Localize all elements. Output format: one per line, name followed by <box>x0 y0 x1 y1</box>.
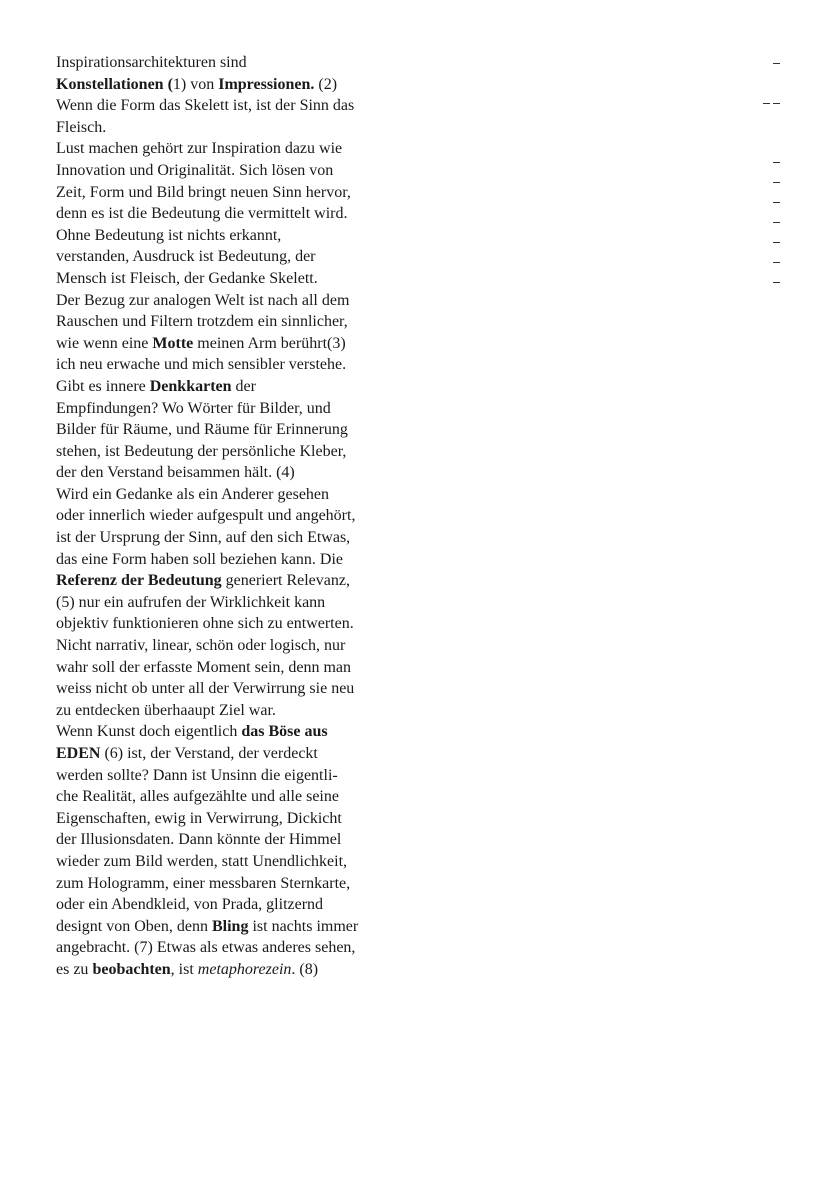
text-run: zu entdecken überhaaupt Ziel war. <box>56 701 276 719</box>
text-run: designt von Oben, denn <box>56 917 212 935</box>
text-run: Fleisch. <box>56 118 107 136</box>
italic-term: metaphorezein <box>197 960 292 978</box>
text-run: das eine Form haben soll beziehen kann. Die <box>56 550 344 568</box>
margin-dash <box>773 162 780 163</box>
text-run: der Illusionsdaten. Dann könnte der Himmel <box>56 831 342 849</box>
text-run: , ist <box>170 960 198 978</box>
text-run: Inspirationsarchitekturen sind <box>56 54 247 71</box>
text-run: wahr soll der erfasste Moment sein, denn man <box>56 658 352 676</box>
text-run: Gibt es innere <box>56 377 150 395</box>
margin-dash <box>773 63 780 64</box>
bold-term: EDEN <box>56 745 101 762</box>
text-run: Bilder für Räume, und Räume für Erinnerung <box>56 421 348 439</box>
bold-term: Konstellationen ( <box>56 75 173 93</box>
text-run: objektiv funktionieren ohne sich zu entwerten. <box>56 615 354 633</box>
text-run: 1) von <box>172 75 219 93</box>
text-run: weiss nicht ob unter all der Verwirrung sie neu <box>56 680 355 698</box>
text-run: Wird ein Gedanke als ein Anderer gesehen <box>56 485 330 503</box>
text-run: Der Bezug zur analogen Welt ist nach all dem <box>56 291 350 309</box>
bold-term: beobachten <box>92 960 171 978</box>
text-run: Lust machen gehört zur Inspiration dazu wie <box>56 140 343 158</box>
text-run: Empfindungen? Wo Wörter für Bilder, und <box>56 399 331 417</box>
text-run: meinen Arm berührt(3) <box>193 334 346 352</box>
text-run: verstanden, Ausdruck ist Bedeutung, der <box>56 248 316 266</box>
text-run: Ohne Bedeutung ist nichts erkannt, <box>56 226 282 244</box>
margin-dash <box>773 103 780 104</box>
margin-dash <box>773 242 780 243</box>
margin-dash <box>773 262 780 263</box>
text-run: (2) <box>314 75 338 93</box>
text-run: zum Hologramm, einer messbaren Sternkarte, <box>56 874 351 892</box>
text-run: Rauschen und Filtern trotzdem ein sinnlicher, <box>56 313 348 331</box>
margin-dash <box>773 202 780 203</box>
text-run: denn es ist die Bedeutung die vermittelt wird. <box>56 205 348 223</box>
text-run: (5) nur ein aufrufen der Wirklichkeit kann <box>56 593 326 611</box>
text-run: Wenn Kunst doch eigentlich <box>56 723 242 741</box>
text-run: wieder zum Bild werden, statt Unendlichkeit, <box>56 852 348 870</box>
text-run: angebracht. (7) Etwas als etwas anderes sehen, <box>56 939 356 957</box>
text-run: Mensch ist Fleisch, der Gedanke Skelett. <box>56 269 318 287</box>
text-run: Zeit, Form und Bild bringt neuen Sinn hervor, <box>56 183 351 201</box>
text-run: . (8) <box>291 960 319 978</box>
text-run: Eigenschaften, ewig in Verwirrung, Dickicht <box>56 809 342 827</box>
text-run: es zu <box>56 960 93 978</box>
margin-dash <box>773 182 780 183</box>
bold-term: Motte <box>152 334 194 352</box>
bold-term: Impressionen. <box>218 75 315 93</box>
text-run: Nicht narrativ, linear, schön oder logisch, nur <box>56 637 346 655</box>
margin-dash <box>773 282 780 283</box>
text-run: Wenn die Form das Skelett ist, ist der Sinn das <box>56 97 355 115</box>
text-run: der <box>231 377 256 395</box>
text-run: Innovation und Originalität. Sich lösen von <box>56 161 334 179</box>
text-run: ist der Ursprung der Sinn, auf den sich Etwas, <box>56 529 351 547</box>
text-run: werden sollte? Dann ist Unsinn die eigentli- <box>56 766 338 784</box>
text-run: (6) ist, der Verstand, der verdeckt <box>100 745 318 762</box>
text-run: oder innerlich wieder aufgespult und angehört, <box>56 507 356 525</box>
text-run: wie wenn eine <box>56 334 153 352</box>
bold-term: Denkkarten <box>149 377 232 395</box>
margin-dash <box>773 222 780 223</box>
text-run: ist nachts immer <box>248 917 359 935</box>
text-run: generiert Relevanz, <box>221 572 350 590</box>
bold-term: das Böse aus <box>241 723 328 741</box>
bold-term: Bling <box>211 917 249 935</box>
margin-dash <box>763 103 770 104</box>
text-run: che Realität, alles aufgezählte und alle seine <box>56 788 339 806</box>
text-run: oder ein Abendkleid, von Prada, glitzernd <box>56 896 324 914</box>
bold-term: Referenz der Bedeutung <box>56 572 222 590</box>
text-run: stehen, ist Bedeutung der persönliche Kleber, <box>56 442 347 460</box>
text-run: der den Verstand beisammen hält. (4) <box>56 464 295 482</box>
text-run: ich neu erwache und mich sensibler verstehe. <box>56 356 347 374</box>
